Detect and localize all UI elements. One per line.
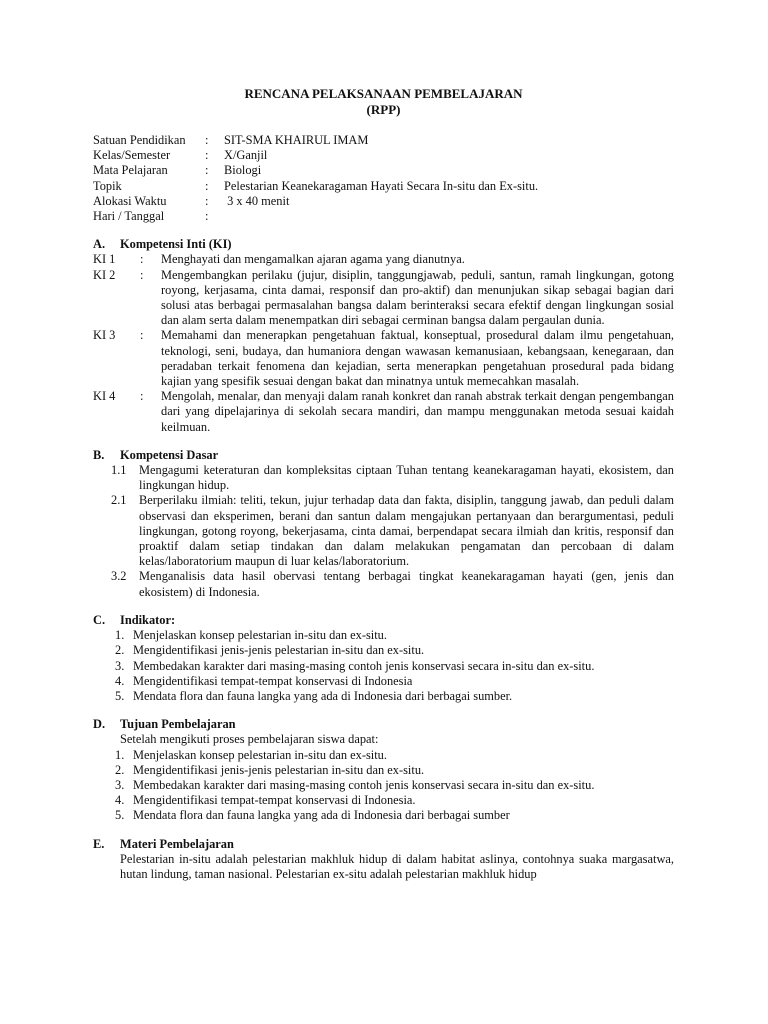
section-heading <box>93 717 674 732</box>
ki-label: KI 3 <box>93 328 116 343</box>
identity-value: SIT-SMA KHAIRUL IMAM <box>224 133 369 147</box>
list-text: Mendata flora dan fauna langka yang ada di Indonesia dari berbagai sumber <box>133 808 510 823</box>
list-number: 2. <box>115 762 125 777</box>
ki-colon: : <box>140 328 144 343</box>
section-title: Tujuan Pembelajaran <box>120 717 236 732</box>
section-title: Kompetensi Dasar <box>120 447 219 462</box>
identity-label: Kelas/Semester <box>93 148 171 163</box>
identity-value: X/Ganjil <box>224 148 268 163</box>
document-title <box>93 86 674 117</box>
list-item <box>115 793 674 808</box>
kd-text: Berperilaku ilmiah: teliti, tekun, jujur terhadap data dan fakta, disiplin, tanggung jawab, dan peduli dalam observasi dan eksperimen, berani dan santun dalam mengajukan pertanyaan dan berargumentasi, peduli lingkungan, gotong royong, bekerjasama, cinta damai, berpendapat secara ilmiah dan kritis, responsif dan proaktif dalam setiap tindakan dan dalam melakukan pengamatan dan percobaan di dalam kelas/laboratorium maupun di luar kelas/laboratorium. <box>139 493 674 569</box>
identity-colon: : <box>205 209 209 224</box>
identity-label: Topik <box>93 178 122 193</box>
list-text: Mengidentifikasi jenis-jenis pelestarian in-situ dan ex-situ. <box>133 643 425 658</box>
ki-label: KI 2 <box>93 267 116 282</box>
section-heading <box>93 237 674 252</box>
section-heading <box>93 448 674 463</box>
identity-table <box>93 133 674 224</box>
ki-label: KI 1 <box>93 252 116 267</box>
list-number: 3. <box>115 777 125 792</box>
list-number: 4. <box>115 673 125 688</box>
kd-item <box>111 463 674 493</box>
identity-row <box>93 163 674 178</box>
materi-paragraph: Pelestarian in-situ adalah pelestarian makhluk hidup di dalam habitat aslinya, contohnya suaka margasatwa, hutan lindung, taman nasional. Pelestarian ex-situ adalah pelestarian makhluk hidup <box>120 851 674 881</box>
section-title: Indikator: <box>120 612 176 627</box>
identity-value: Biologi <box>224 163 262 178</box>
identity-colon: : <box>205 163 209 178</box>
kd-text: Menganalisis data hasil obervasi tentang berbagai tingkat keanekaragaman hayati (gen, jenis dan ekosistem) di Indonesia. <box>139 569 674 599</box>
list-number: 1. <box>115 628 125 643</box>
kd-text: Mengagumi keteraturan dan kompleksitas ciptaan Tuhan tentang keanekaragaman hayati, ekosistem, dan lingkungan hidup. <box>139 463 674 493</box>
list-item <box>115 689 674 704</box>
section-materi-pembelajaran <box>93 837 674 883</box>
kd-item <box>111 569 674 599</box>
section-tujuan-pembelajaran <box>93 717 674 823</box>
list-item <box>115 808 674 823</box>
ki-colon: : <box>140 252 144 267</box>
identity-row <box>93 179 674 194</box>
identity-row <box>93 209 674 224</box>
list-number: 4. <box>115 793 125 808</box>
identity-value: 3 x 40 menit <box>224 193 290 208</box>
ki-text: Mengembangkan perilaku (jujur, disiplin, tanggungjawab, peduli, santun, ramah lingkungan, gotong royong, kerjasama, cinta damai, responsif dan pro-aktif) dan menunjukan sikap sebagai bagian dari solusi atas berbagai permasalahan bangsa dalam berinteraksi secara efektif dengan lingkungan sosial dan alam serta dalam menempatkan diri sebagai cerminan bangsa dalam pergaulan dunia. <box>161 267 674 328</box>
list-text: Menjelaskan konsep pelestarian in-situ dan ex-situ. <box>133 628 387 643</box>
list-item <box>115 748 674 763</box>
identity-label: Hari / Tanggal <box>93 209 165 224</box>
identity-label: Alokasi Waktu <box>93 193 167 208</box>
identity-label: Satuan Pendidikan <box>93 133 186 147</box>
section-letter: A. <box>93 237 106 252</box>
section-title: Materi Pembelajaran <box>120 836 234 851</box>
list-text: Membedakan karakter dari masing-masing contoh jenis konservasi secara in-situ dan ex-situ. <box>133 658 595 673</box>
list-item <box>115 778 674 793</box>
list-number: 5. <box>115 688 125 703</box>
identity-colon: : <box>205 178 209 193</box>
section-heading <box>93 837 674 852</box>
section-kompetensi-dasar <box>93 448 674 600</box>
ki-item <box>93 252 674 267</box>
list-text: Menjelaskan konsep pelestarian in-situ dan ex-situ. <box>133 747 387 762</box>
list-number: 1. <box>115 747 125 762</box>
section-title: Kompetensi Inti (KI) <box>120 237 232 252</box>
list-number: 3. <box>115 658 125 673</box>
list-text: Membedakan karakter dari masing-masing contoh jenis konservasi secara in-situ dan ex-situ. <box>133 777 595 792</box>
title-line-1: RENCANA PELAKSANAAN PEMBELAJARAN <box>244 86 523 101</box>
list-item <box>115 628 674 643</box>
list-item <box>115 763 674 778</box>
identity-label: Mata Pelajaran <box>93 163 168 178</box>
section-kompetensi-inti <box>93 237 674 435</box>
section-heading <box>93 613 674 628</box>
kd-number: 1.1 <box>111 463 127 478</box>
section-intro: Setelah mengikuti proses pembelajaran siswa dapat: <box>120 732 379 747</box>
ki-item <box>93 389 674 435</box>
section-letter: B. <box>93 447 105 462</box>
identity-colon: : <box>205 133 209 147</box>
ki-item <box>93 268 674 329</box>
kd-number: 3.2 <box>111 569 127 584</box>
list-number: 2. <box>115 643 125 658</box>
section-letter: D. <box>93 717 106 732</box>
list-number: 5. <box>115 808 125 823</box>
list-text: Mendata flora dan fauna langka yang ada di Indonesia dari berbagai sumber. <box>133 688 513 703</box>
section-indikator <box>93 613 674 704</box>
identity-row <box>93 148 674 163</box>
list-item <box>115 674 674 689</box>
ki-label: KI 4 <box>93 389 116 404</box>
ki-colon: : <box>140 267 144 282</box>
section-letter: C. <box>93 612 106 627</box>
list-text: Mengidentifikasi jenis-jenis pelestarian in-situ dan ex-situ. <box>133 762 425 777</box>
list-text: Mengidentifikasi tempat-tempat konservasi di Indonesia. <box>133 793 416 808</box>
list-text: Mengidentifikasi tempat-tempat konservasi di Indonesia <box>133 673 413 688</box>
ki-text: Menghayati dan mengamalkan ajaran agama yang dianutnya. <box>161 252 465 267</box>
identity-row <box>93 133 674 148</box>
ki-colon: : <box>140 389 144 404</box>
identity-value: Pelestarian Keanekaragaman Hayati Secara In-situ dan Ex-situ. <box>224 178 539 193</box>
identity-colon: : <box>205 148 209 163</box>
identity-colon: : <box>205 193 209 208</box>
kd-item <box>111 493 674 569</box>
title-line-2: (RPP) <box>366 101 401 117</box>
kd-number: 2.1 <box>111 493 127 508</box>
list-item <box>115 643 674 658</box>
identity-value <box>224 209 674 224</box>
section-letter: E. <box>93 836 105 851</box>
ki-item <box>93 328 674 389</box>
ki-text: Mengolah, menalar, dan menyaji dalam ranah konkret dan ranah abstrak terkait dengan pengembangan dari yang dipelajarinya di sekolah secara mandiri, dan mampu menggunakan metoda sesuai kaidah keilmuan. <box>161 389 674 434</box>
list-item <box>115 659 674 674</box>
ki-text: Memahami dan menerapkan pengetahuan faktual, konseptual, prosedural dalam ilmu pengetahuan, teknologi, seni, budaya, dan humaniora dengan wawasan kemanusiaan, kebangsaan, kenegaraan, dan peradaban terkait fenomena dan kejadian, serta menerapkan pengetahuan prosedural pada bidang kajian yang spesifik sesuai dengan bakat dan minatnya untuk memecahkan masalah. <box>161 328 674 389</box>
identity-row <box>93 194 674 209</box>
